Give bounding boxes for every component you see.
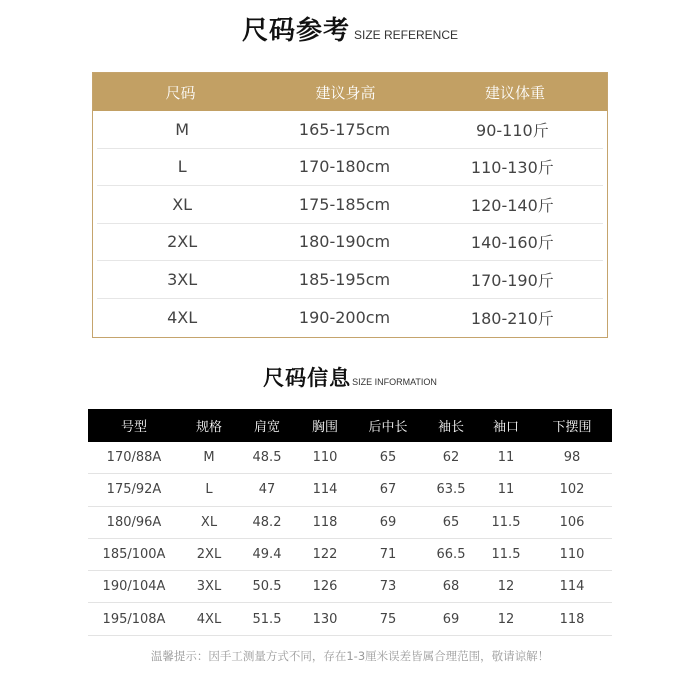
size-information-title-en: SIZE INFORMATION <box>352 377 437 387</box>
weight-cell: 90-110斤 <box>476 120 549 140</box>
weight-cell: 180-210斤 <box>470 308 554 328</box>
back-length-cell: 65 <box>379 450 397 466</box>
size-cell: 4XL <box>167 307 198 327</box>
spec-cell: L <box>205 482 213 498</box>
header-sleeve-length: 袖长 <box>437 420 464 435</box>
size-cell: M <box>175 119 190 139</box>
chest-cell: 110 <box>312 450 338 466</box>
model-cell: 190/104A <box>102 579 166 595</box>
spec-cell: 3XL <box>196 579 222 595</box>
header-weight: 建议体重 <box>484 83 545 102</box>
model-cell: 180/96A <box>106 514 162 530</box>
model-cell: 185/100A <box>102 547 166 563</box>
table-row <box>88 603 612 635</box>
header-height: 建议身高 <box>315 83 376 102</box>
table-row <box>97 299 603 337</box>
weight-cell: 140-160斤 <box>470 233 554 253</box>
chest-cell: 122 <box>312 547 338 563</box>
hem-cell: 114 <box>559 579 585 595</box>
size-cell: XL <box>172 194 193 214</box>
header-cuff: 袖口 <box>492 420 519 435</box>
back-length-cell: 71 <box>379 547 397 563</box>
spec-cell: XL <box>200 514 218 530</box>
height-cell: 170-180cm <box>298 157 391 177</box>
weight-cell: 120-140斤 <box>470 195 554 215</box>
hem-cell: 98 <box>563 450 581 466</box>
size-information-table <box>88 409 612 636</box>
back-length-cell: 75 <box>379 611 397 627</box>
model-cell: 195/108A <box>102 611 166 627</box>
sleeve-length-cell: 66.5 <box>436 547 466 563</box>
chest-cell: 130 <box>312 611 338 627</box>
model-cell: 170/88A <box>106 450 162 466</box>
weight-cell: 110-130斤 <box>470 158 554 178</box>
shoulder-cell: 47 <box>258 482 276 498</box>
table-row <box>97 261 603 299</box>
size-cell: 2XL <box>167 232 198 252</box>
header-size: 尺码 <box>165 83 196 102</box>
table-row <box>88 507 612 539</box>
table-row <box>88 539 612 571</box>
model-cell: 175/92A <box>106 482 162 498</box>
size-reference-title <box>0 10 700 47</box>
cuff-cell: 11.5 <box>491 514 521 530</box>
back-length-cell: 67 <box>379 482 397 498</box>
size-cell: 3XL <box>167 269 198 289</box>
spec-cell: 2XL <box>196 547 222 563</box>
spec-cell: M <box>203 450 215 466</box>
size-reference-table <box>92 72 608 338</box>
table-row <box>88 571 612 603</box>
sleeve-length-cell: 63.5 <box>436 482 466 498</box>
size-information-title-cn: 尺码信息 <box>263 366 352 390</box>
table-row <box>88 474 612 506</box>
sleeve-length-cell: 65 <box>442 514 460 530</box>
size-reference-header <box>93 73 607 111</box>
size-reference-title-cn: 尺码参考 <box>241 16 350 46</box>
measurement-note: 温馨提示：因手工测量方式不同，存在1-3厘米误差皆属合理范围，敬请谅解！ <box>150 649 550 663</box>
shoulder-cell: 48.2 <box>252 514 282 530</box>
cuff-cell: 12 <box>497 611 515 627</box>
height-cell: 190-200cm <box>298 307 391 327</box>
header-shoulder: 肩宽 <box>253 420 280 435</box>
header-chest: 胸围 <box>311 420 338 435</box>
header-spec: 规格 <box>195 420 222 435</box>
size-cell: L <box>177 157 187 177</box>
cuff-cell: 12 <box>497 579 515 595</box>
size-information-header <box>88 409 612 442</box>
sleeve-length-cell: 62 <box>442 450 460 466</box>
table-row <box>97 111 603 149</box>
cuff-cell: 11 <box>497 450 515 466</box>
hem-cell: 102 <box>559 482 585 498</box>
header-hem: 下摆围 <box>552 420 592 435</box>
header-back-length: 后中长 <box>368 420 408 435</box>
cuff-cell: 11 <box>497 482 515 498</box>
weight-cell: 170-190斤 <box>470 270 554 290</box>
height-cell: 185-195cm <box>298 269 391 289</box>
table-row <box>97 224 603 262</box>
height-cell: 175-185cm <box>298 194 391 214</box>
back-length-cell: 69 <box>379 514 397 530</box>
sleeve-length-cell: 69 <box>442 611 460 627</box>
table-row <box>97 186 603 224</box>
size-information-title <box>0 362 700 392</box>
hem-cell: 110 <box>559 547 585 563</box>
hem-cell: 106 <box>559 514 585 530</box>
height-cell: 165-175cm <box>298 119 391 139</box>
chest-cell: 126 <box>312 579 338 595</box>
shoulder-cell: 50.5 <box>252 579 282 595</box>
chest-cell: 114 <box>312 482 338 498</box>
shoulder-cell: 48.5 <box>252 450 282 466</box>
shoulder-cell: 49.4 <box>252 547 282 563</box>
cuff-cell: 11.5 <box>491 547 521 563</box>
size-reference-title-en: SIZE REFERENCE <box>354 28 459 42</box>
spec-cell: 4XL <box>196 611 222 627</box>
height-cell: 180-190cm <box>298 232 391 252</box>
table-row <box>88 442 612 474</box>
table-row <box>97 149 603 187</box>
chest-cell: 118 <box>312 514 338 530</box>
sleeve-length-cell: 68 <box>442 579 460 595</box>
header-model: 号型 <box>120 420 147 435</box>
back-length-cell: 73 <box>379 579 397 595</box>
hem-cell: 118 <box>559 611 585 627</box>
shoulder-cell: 51.5 <box>252 611 282 627</box>
